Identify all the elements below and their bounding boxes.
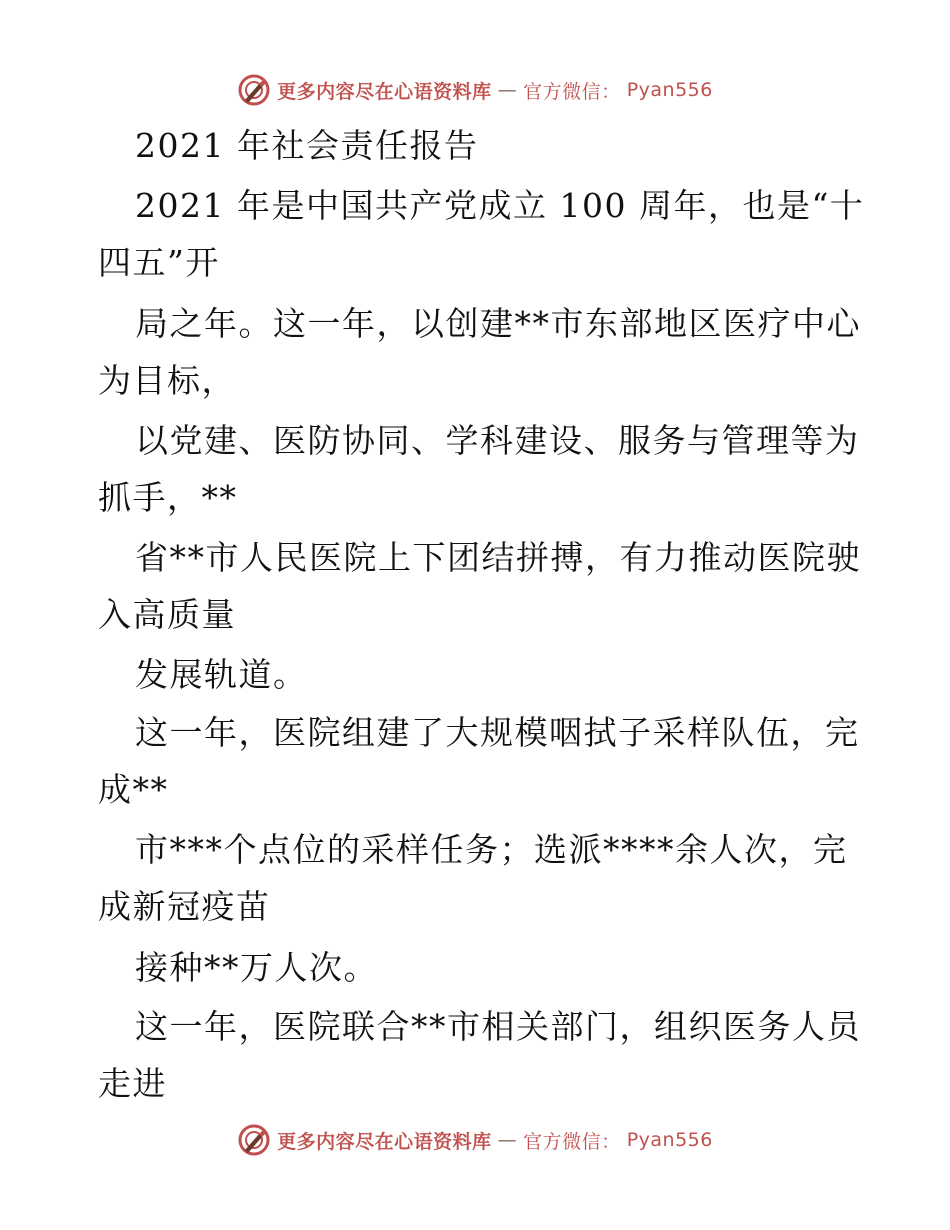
text-line: 2021 年是中国共产党成立 100 周年，也是“十 <box>135 186 865 225</box>
wechat-id: Pyan556 <box>626 1129 713 1151</box>
text-line: 以党建、医防协同、学科建设、服务与管理等为 <box>135 421 860 460</box>
header-banner <box>0 70 950 110</box>
text-line: 入高质量 <box>98 595 236 634</box>
text-line: 走进 <box>98 1064 167 1103</box>
pen-circle-logo-icon <box>237 1123 271 1157</box>
wechat-label: 官方微信： <box>523 80 621 103</box>
text-line: 局之年。这一年，以创建**市东部地区医疗中心 <box>135 304 861 343</box>
text-line: 发展轨道。 <box>135 655 308 694</box>
text-line: 四五”开 <box>98 243 220 282</box>
site-name: 更多内容尽在心语资料库 <box>277 80 492 103</box>
pen-circle-logo-icon <box>237 73 271 107</box>
text-line: 这一年，医院组建了大规模咽拭子采样队伍，完 <box>135 713 860 752</box>
banner-separator: — <box>497 1129 518 1151</box>
text-line: 接种**万人次。 <box>135 948 378 987</box>
footer-banner <box>0 1120 950 1160</box>
text-line: 省**市人民医院上下团结拼搏，有力推动医院驶 <box>135 538 861 577</box>
text-line: 成** <box>98 770 169 809</box>
text-line: 成新冠疫苗 <box>98 887 271 926</box>
wechat-id: Pyan556 <box>626 79 713 101</box>
text-line: 为目标， <box>98 361 236 400</box>
wechat-label: 官方微信： <box>523 1130 621 1153</box>
site-name: 更多内容尽在心语资料库 <box>277 1130 492 1153</box>
document-title: 2021 年社会责任报告 <box>135 126 479 165</box>
banner-separator: — <box>497 79 518 101</box>
text-line: 这一年，医院联合**市相关部门，组织医务人员 <box>135 1007 861 1046</box>
text-line: 市***个点位的采样任务；选派****余人次，完 <box>135 830 848 869</box>
text-line: 抓手，** <box>98 478 238 517</box>
